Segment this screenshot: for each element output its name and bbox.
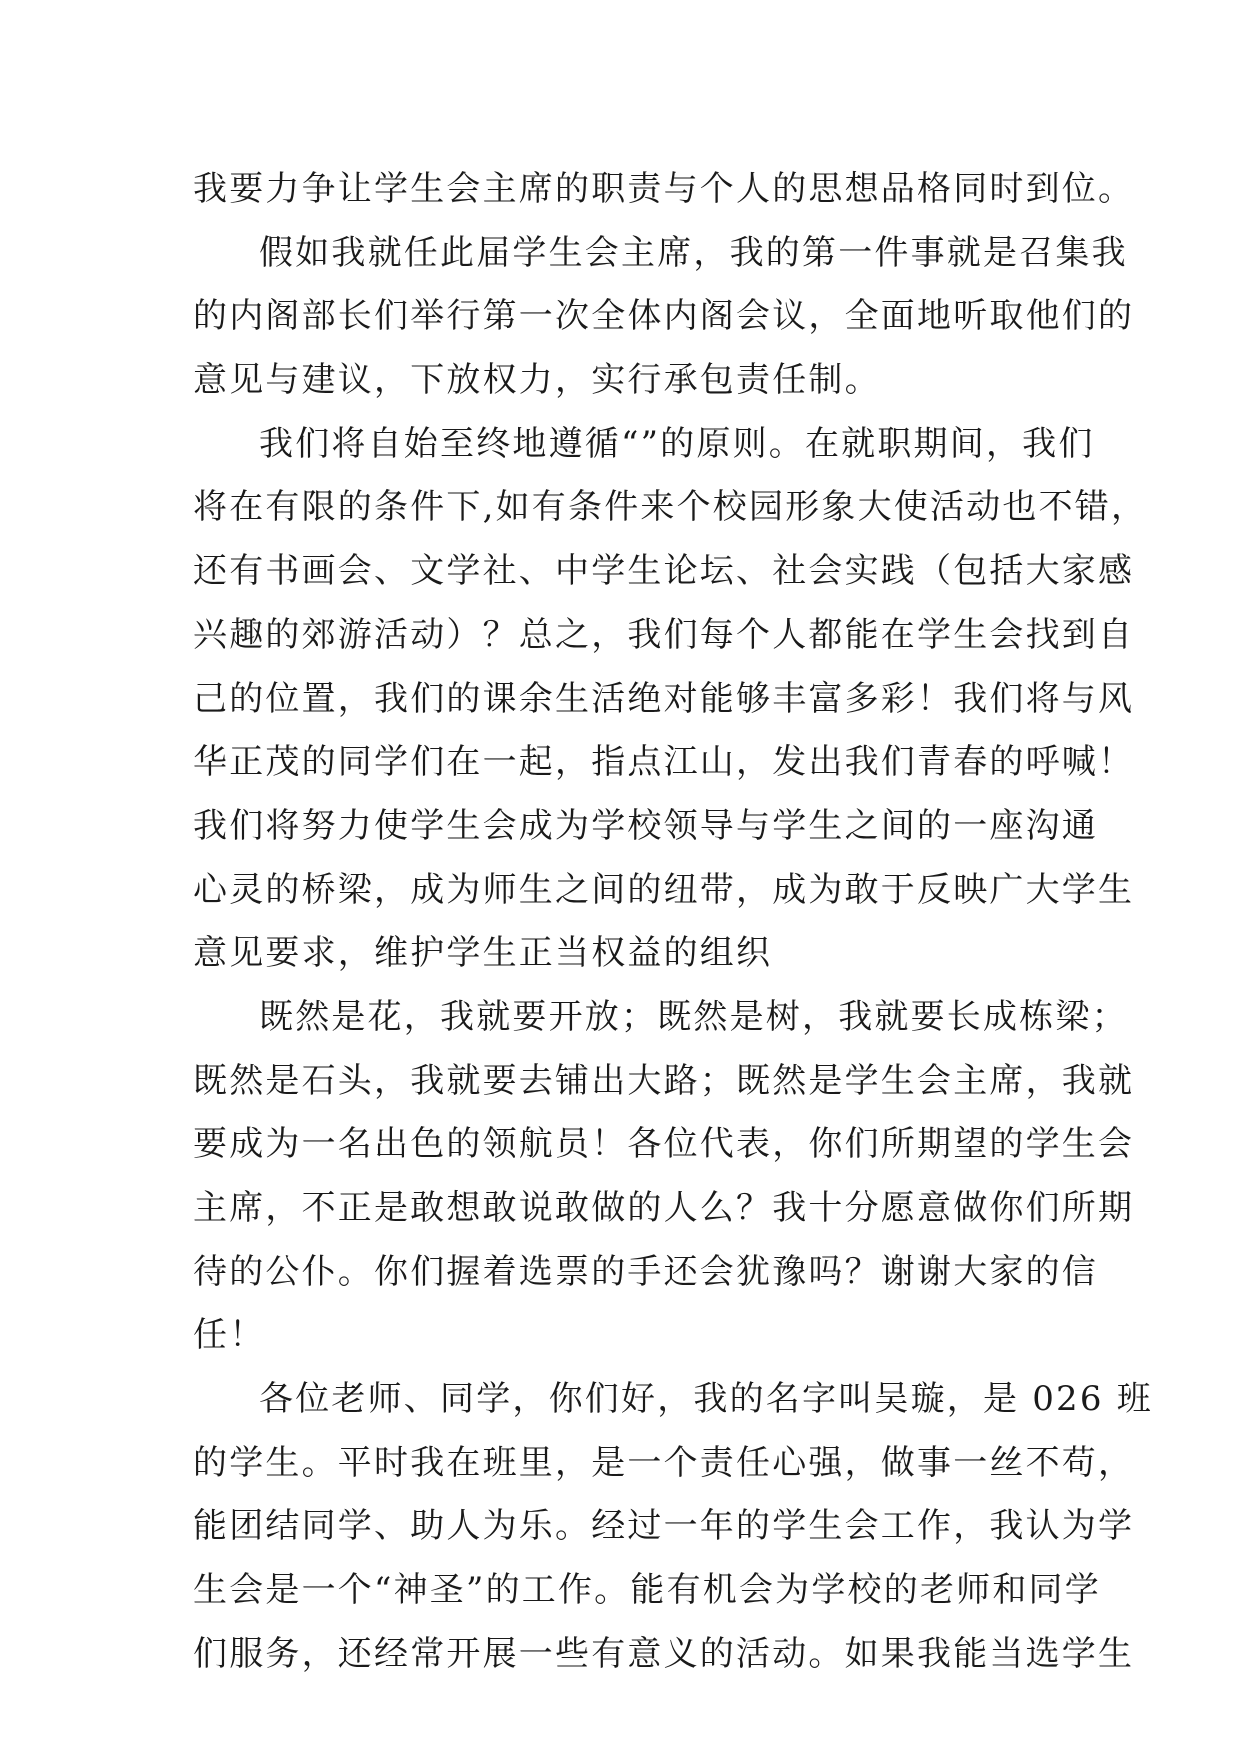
paragraph-start-line: 各位老师、同学，你们好，我的名字叫吴璇，是 026 班 (259, 1379, 1153, 1420)
text-line: 主席，不正是敢想敢说敢做的人么？我十分愿意做你们所期 (193, 1188, 1135, 1228)
text-line: 既然是石头，我就要去铺出大路；既然是学生会主席，我就 (193, 1060, 1135, 1101)
text-line: 意见要求，维护学生正当权益的组织 (193, 933, 773, 974)
paragraph-start-line: 我们将自始至终地遵循“”的原则。在就职期间，我们 (259, 423, 1095, 464)
text-line: 生会是一个“神圣”的工作。能有机会为学校的老师和同学 (193, 1570, 1101, 1611)
text-line: 要成为一名出色的领航员！各位代表，你们所期望的学生会 (193, 1124, 1135, 1165)
paragraph-start-line: 假如我就任此届学生会主席，我的第一件事就是召集我 (259, 232, 1128, 273)
text-line: 心灵的桥梁，成为师生之间的纽带，成为敢于反映广大学生 (193, 869, 1135, 910)
paragraph-start-line: 既然是花，我就要开放；既然是树，我就要长成栋梁； (259, 996, 1128, 1037)
text-line: 任！ (193, 1315, 266, 1356)
text-line: 的学生。平时我在班里，是一个责任心强，做事一丝不苟， (193, 1442, 1135, 1483)
text-line: 能团结同学、助人为乐。经过一年的学生会工作，我认为学 (193, 1506, 1135, 1547)
text-line: 的内阁部长们举行第一次全体内阁会议，全面地听取他们的 (193, 296, 1135, 337)
text-line: 兴趣的郊游活动）？总之，我们每个人都能在学生会找到自 (193, 614, 1135, 655)
text-line: 们服务，还经常开展一些有意义的活动。如果我能当选学生 (193, 1633, 1135, 1674)
text-line: 我要力争让学生会主席的职责与个人的思想品格同时到位。 (193, 169, 1135, 209)
text-line: 己的位置，我们的课余生活绝对能够丰富多彩！我们将与风 (193, 678, 1135, 719)
body-text (193, 158, 1153, 1687)
text-line: 待的公仆。你们握着选票的手还会犹豫吗？谢谢大家的信 (193, 1251, 1098, 1292)
text-line: 还有书画会、文学社、中学生论坛、社会实践（包括大家感 (193, 551, 1135, 592)
text-line: 华正茂的同学们在一起，指点江山，发出我们青春的呼喊！ (193, 742, 1135, 783)
text-line: 我们将努力使学生会成为学校领导与学生之间的一座沟通 (193, 805, 1098, 846)
text-line: 将在有限的条件下,如有条件来个校园形象大使活动也不错， (193, 487, 1148, 528)
text-line: 意见与建议，下放权力，实行承包责任制。 (193, 360, 881, 401)
